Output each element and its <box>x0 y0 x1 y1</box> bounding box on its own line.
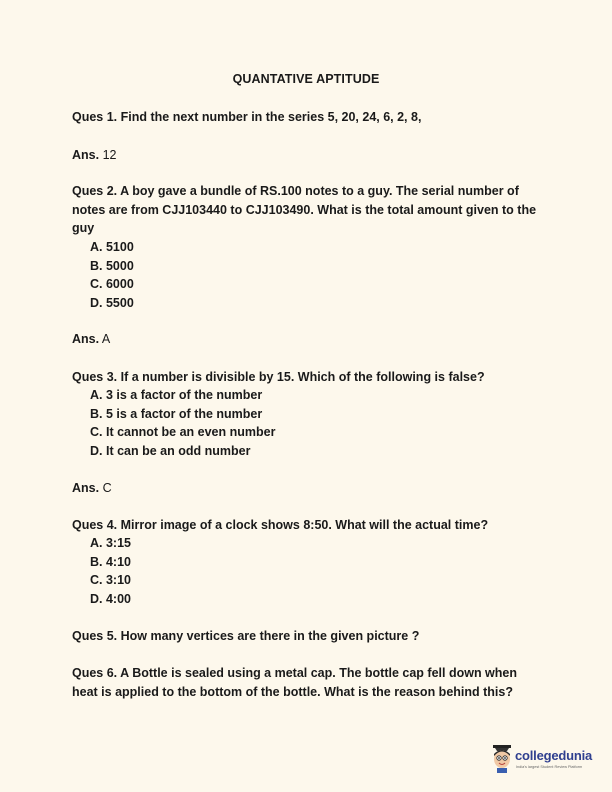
option-b: B. 4:10 <box>90 554 131 569</box>
page-title: QUANTATIVE APTITUDE <box>232 72 380 86</box>
answer-label: Ans. <box>72 332 100 346</box>
question-6: Ques 6. A Bottle is sealed using a metal cap. The bottle cap fell down when heat is applied to the bottom of the bottle. What is the reason behind this? <box>72 666 518 699</box>
answer-label: Ans. <box>72 481 100 495</box>
question-1: Ques 1. Find the next number in the series 5, 20, 24, 6, 2, 8, <box>72 110 422 124</box>
question-3-options <box>90 386 275 460</box>
question-5: Ques 5. How many vertices are there in the given picture ? <box>72 629 420 643</box>
answer-value: A <box>101 332 111 346</box>
option-d: D. 4:00 <box>90 591 131 606</box>
question-4-options <box>90 534 131 608</box>
option-a: A. 5100 <box>90 240 134 254</box>
logo-name: collegedunia <box>515 748 593 763</box>
collegedunia-logo <box>491 744 591 780</box>
answer-2 <box>72 330 110 349</box>
option-c: C. 3:10 <box>90 573 131 587</box>
option-d: D. 5500 <box>90 295 134 310</box>
question-2: Ques 2. A boy gave a bundle of RS.100 notes to a guy. The serial number of notes are from CJJ103440 to CJJ103490. What is the total amount given to the guy <box>72 184 537 235</box>
option-a: A. 3:15 <box>90 536 131 550</box>
question-2-options <box>90 238 134 312</box>
answer-3 <box>72 479 112 498</box>
answer-label: Ans. <box>72 148 100 162</box>
answer-1 <box>72 146 116 165</box>
option-b: B. 5000 <box>90 258 134 273</box>
option-a: A. 3 is a factor of the number <box>90 388 263 402</box>
option-b: B. 5 is a factor of the number <box>90 406 263 421</box>
option-c: C. 6000 <box>90 277 134 291</box>
answer-value: C <box>102 481 112 495</box>
question-3: Ques 3. If a number is divisible by 15. Which of the following is false? <box>72 370 485 384</box>
question-4: Ques 4. Mirror image of a clock shows 8:50. What will the actual time? <box>72 518 489 532</box>
logo-tagline: India's largest Student Review Platform <box>516 765 583 769</box>
answer-value: 12 <box>102 148 117 162</box>
option-d: D. It can be an odd number <box>90 443 251 458</box>
mascot-icon <box>491 744 513 774</box>
option-c: C. It cannot be an even number <box>90 425 276 439</box>
